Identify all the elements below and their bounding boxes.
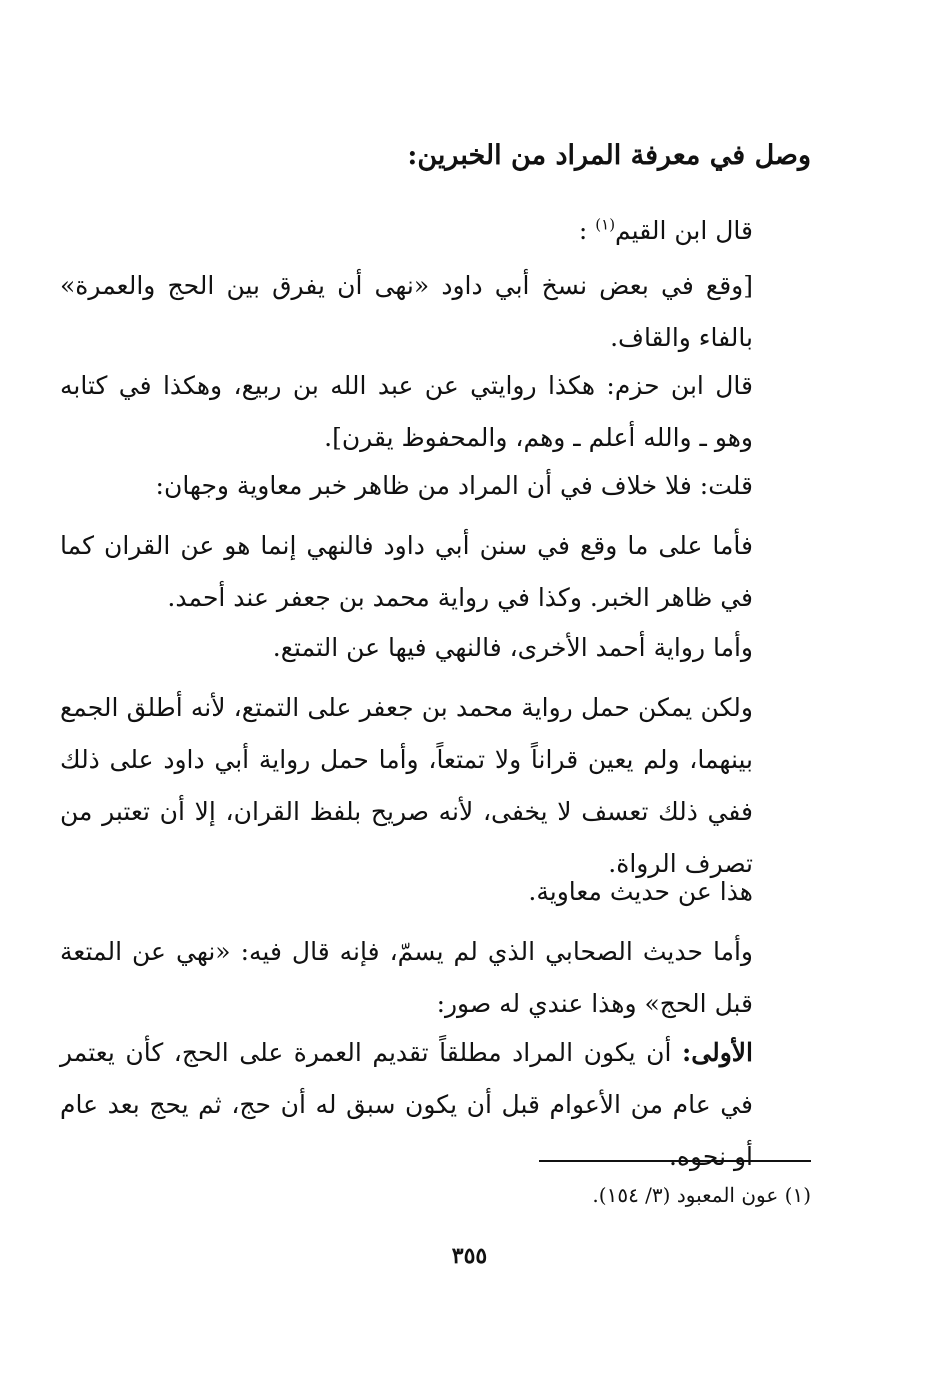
paragraph-label: الأولى: (682, 1038, 753, 1067)
paragraph-muawiya-hadith: هذا عن حديث معاوية. (528, 877, 753, 906)
paragraph-interpretation: ولكن يمكن حمل رواية محمد بن جعفر على التمتع، لأنه أطلق الجمع بينهما، ولم يعين قراناً ولا تمتعاً، وأما حمل رواية أبي داود على ذلك ففي ذلك تعسف لا يخفى، لأنه صريح بلفظ القران، إلا أن تعتبر من تصرف الرواة. (60, 693, 753, 878)
paragraph-ibn-hazm: قال ابن حزم: هكذا روايتي عن عبد الله بن ربيع، وهكذا في كتابه وهو ـ والله أعلم ـ وهم، والمحفوظ يقرن]. (60, 371, 753, 452)
paragraph-text: أن يكون المراد مطلقاً تقديم العمرة على الحج، كأن يعتمر في عام من الأعوام قبل أن يكون سبق له أن حج، ثم يحج بعد عام أو نحوه. (60, 1038, 753, 1171)
paragraph-unnamed-companion: وأما حديث الصحابي الذي لم يسمّ، فإنه قال فيه: «نهي عن المتعة قبل الحج» وهذا عندي له صور: (60, 937, 753, 1018)
paragraph-text: قال ابن القيم (615, 216, 753, 245)
paragraph-quote-abu-dawud: [وقع في بعض نسخ أبي داود «نهى أن يفرق بين الحج والعمرة» بالفاء والقاف. (60, 271, 753, 352)
footnote-separator (539, 1160, 811, 1162)
paragraph-ibn-qayyim (60, 205, 811, 257)
page-number: ٣٥٥ (451, 1243, 488, 1269)
footnote-marker: (١) (595, 215, 616, 234)
paragraph-colon: : (578, 216, 588, 245)
section-heading: وصل في معرفة المراد من الخبرين: (407, 140, 811, 171)
footnote: (١) عون المعبود (٣/ ١٥٤). (592, 1183, 811, 1207)
paragraph-sunan-abu-dawud: فأما على ما وقع في سنن أبي داود فالنهي إنما هو عن القران كما في ظاهر الخبر. وكذا في رواية محمد بن جعفر عند أحمد. (60, 531, 753, 612)
paragraph-two-aspects: قلت: فلا خلاف في أن المراد من ظاهر خبر معاوية وجهان: (155, 471, 753, 500)
paragraph-ahmad-narration: وأما رواية أحمد الأخرى، فالنهي فيها عن التمتع. (272, 633, 753, 662)
